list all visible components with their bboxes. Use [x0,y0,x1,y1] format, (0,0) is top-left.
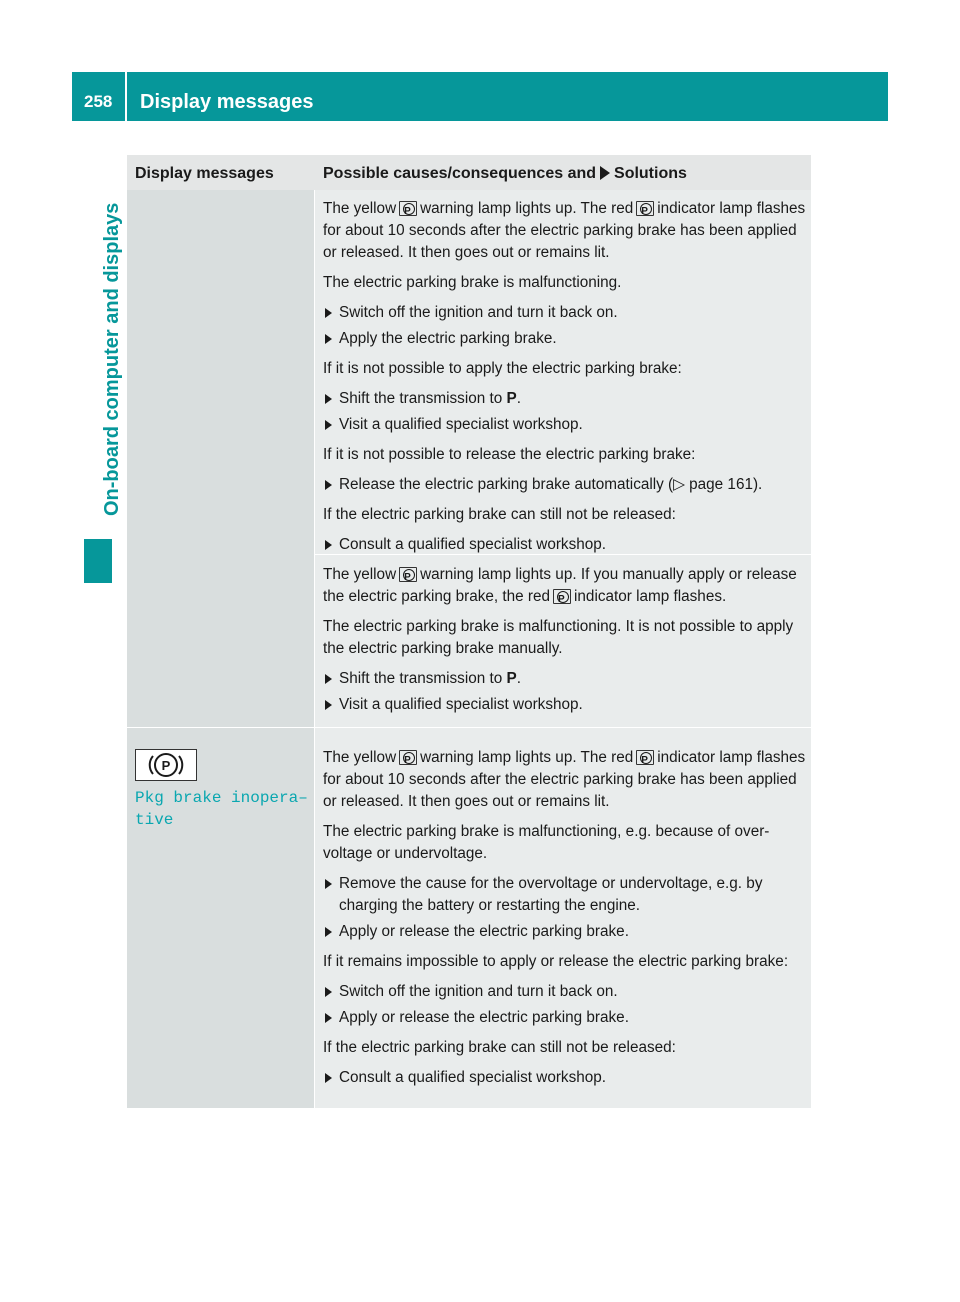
table-row [323,198,807,560]
table-row [323,747,807,1093]
text: warning lamp lights up. The red [420,200,634,217]
row-divider [315,727,811,728]
text: indicator lamp flashes. [574,588,727,605]
text: indicator lamp flashes for about 10 seconds after the electric parking brake has been applied or released. It then goes out or remains lit. [323,200,806,261]
solution-step: Consult a qualified specialist workshop. [323,1067,807,1089]
display-messages-table [127,155,811,1108]
row1-cause: The electric parking brake is malfunctioning. [323,274,622,291]
parking-brake-icon [399,201,417,216]
solution-step: Apply or release the electric parking brake. [323,921,807,943]
text: indicator lamp flashes for about 10 seconds after the electric parking brake has been applied or released. It then goes out or remains lit. [323,749,806,810]
side-chapter-label: On-board computer and displays [101,202,123,516]
parking-brake-icon [399,750,417,765]
solution-step: Apply the electric parking brake. [323,328,807,350]
row1-intro [323,198,807,264]
row3-condition: If it remains impossible to apply or release the electric parking brake: [323,953,789,970]
page-header [72,72,888,121]
parking-brake-icon-graphic [136,750,196,780]
solution-step [323,668,807,690]
gear-label: P [506,670,517,687]
side-chapter-tab [84,140,123,530]
solution-step: Switch off the ignition and turn it back on. [323,302,807,324]
row1-condition: If it is not possible to release the electric parking brake: [323,446,696,463]
parking-brake-icon [135,749,197,781]
table-header [127,155,811,190]
column-header-display-messages: Display messages [135,165,274,182]
table-row [323,564,807,720]
display-message-column [127,190,314,1108]
solution-step: Apply or release the electric parking brake. [323,1007,807,1029]
row3-intro [323,747,807,813]
text: Shift the transmission to [339,670,503,687]
text: The yellow [323,200,397,217]
parking-brake-icon [636,750,654,765]
solution-step: Visit a qualified specialist workshop. [323,694,807,716]
page-number: 258 [84,92,113,111]
svg-text:P: P [161,758,171,773]
text: . [516,390,521,407]
row-divider [127,727,314,728]
display-message-text: Pkg brake inopera– tive [135,789,308,829]
column-header-causes-text: Possible causes/consequences and [323,165,597,182]
solution-step: Visit a qualified specialist workshop. [323,414,807,436]
text: . [516,670,521,687]
text: The yellow [323,566,397,583]
column-header-solutions-text: Solutions [614,165,687,182]
page-title: Display messages [140,91,314,113]
row1-condition: If the electric parking brake can still not be released: [323,506,676,523]
solution-step: Switch off the ignition and turn it back on. [323,981,807,1003]
parking-brake-icon [636,201,654,216]
solution-step: Release the electric parking brake automatically (▷ page 161). [323,474,807,496]
row2-intro [323,564,807,608]
text: warning lamp lights up. If you manually apply or release the electric parking brake, the red [323,566,797,605]
text: warning lamp lights up. The red [420,749,634,766]
column-header-causes-solutions [323,165,687,183]
parking-brake-icon [553,589,571,604]
text: The yellow [323,749,397,766]
row3-cause: The electric parking brake is malfunctioning, e.g. because of over- voltage or undervoltage. [323,823,770,862]
step-arrow-icon [600,166,610,180]
row2-cause: The electric parking brake is malfunctioning. It is not possible to apply the electric parking brake manually. [323,618,794,657]
gear-label: P [506,390,517,407]
header-divider [125,72,127,121]
parking-brake-icon [399,567,417,582]
row1-condition: If it is not possible to apply the electric parking brake: [323,360,682,377]
solution-step: Consult a qualified specialist workshop. [323,534,807,556]
solution-step: Remove the cause for the overvoltage or undervoltage, e.g. by charging the battery or restarting the engine. [323,873,807,917]
solution-step [323,388,807,410]
text: Shift the transmission to [339,390,503,407]
side-chapter-marker [84,539,112,583]
row3-condition: If the electric parking brake can still not be released: [323,1039,676,1056]
